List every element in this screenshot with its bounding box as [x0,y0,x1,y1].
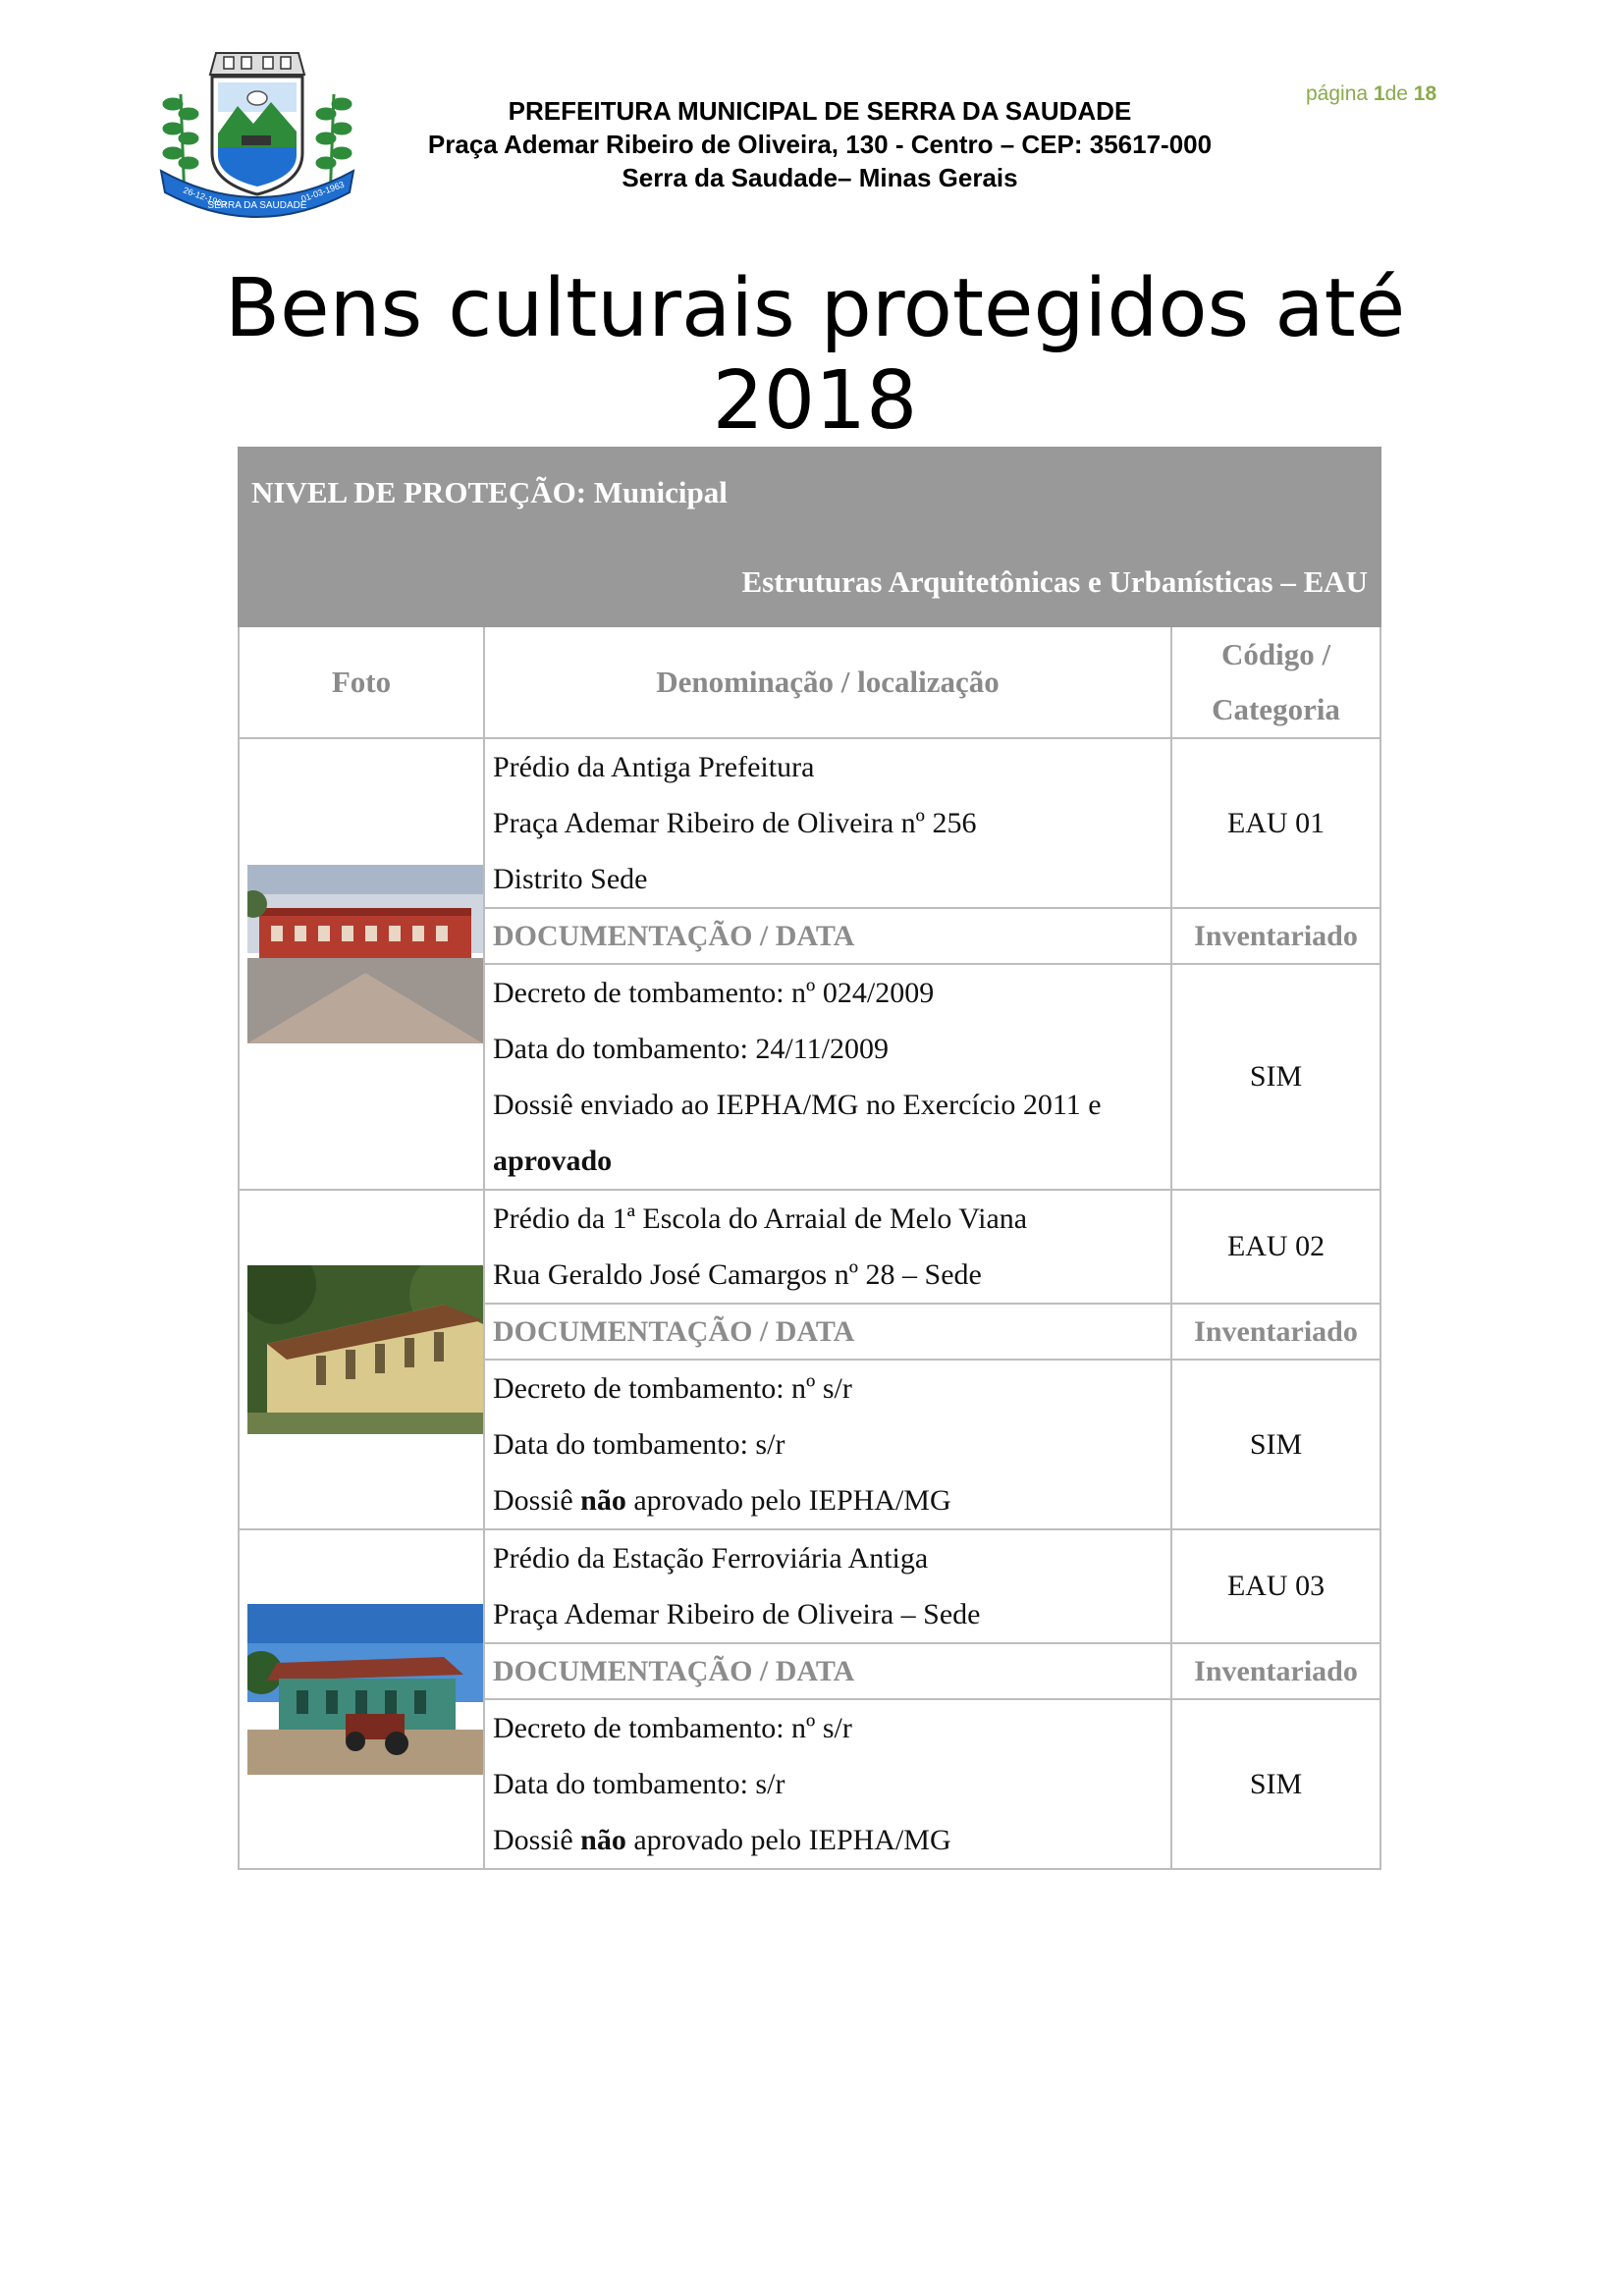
decree-text: Decreto de tombamento: nº 024/2009 [493,977,935,1009]
item-description [484,738,1171,908]
crest-ribbon-right: 01-03-1963 [299,179,346,204]
photo-first-school [247,1265,483,1434]
band-row-level [239,448,1380,537]
documentation-label: DOCUMENTAÇÃO / DATA [484,1304,1171,1360]
protected-flag: SIM [1171,1699,1380,1869]
item-address: Praça Ademar Ribeiro de Oliveira nº 256 [493,807,977,839]
decree-date: Data do tombamento: s/r [493,1768,785,1800]
decree-date: Data do tombamento: 24/11/2009 [493,1033,889,1065]
item-code: EAU 02 [1171,1190,1380,1304]
dossier-line [493,1472,1163,1528]
table-row [239,738,1380,908]
pager-total: 18 [1413,82,1437,105]
item-status: Inventariado [1171,908,1380,964]
item-status: Inventariado [1171,1304,1380,1360]
documentation-label: DOCUMENTAÇÃO / DATA [484,908,1171,964]
item-address: Praça Ademar Ribeiro de Oliveira – Sede [493,1598,981,1630]
photo-cell [239,1529,484,1869]
page-title: Bens culturais protegidos até 2018 [224,262,1406,448]
protected-flag: SIM [1171,1360,1380,1529]
item-description [484,1529,1171,1643]
pager-prefix: página [1306,82,1369,105]
pager-current: 1 [1373,82,1385,105]
item-name: Prédio da Antiga Prefeitura [493,751,815,783]
dossier-rest: aprovado pelo IEPHA/MG [633,1484,951,1517]
dossier-rest: aprovado pelo IEPHA/MG [633,1824,951,1856]
org-name: PREFEITURA MUNICIPAL DE SERRA DA SAUDADE [508,96,1132,126]
page-counter [1306,82,1436,106]
item-documentation [484,1699,1171,1869]
item-documentation [484,964,1171,1190]
crest-ribbon-left: 26-12-1962 [182,185,229,210]
col-header-code-line2: Categoria [1212,692,1340,726]
letterhead [363,94,1276,194]
protection-level: NIVEL DE PROTEÇÃO: Municipal [239,448,1380,537]
heritage-table [238,447,1381,1870]
org-address: Praça Ademar Ribeiro de Oliveira, 130 - Centro – CEP: 35617-000 [427,130,1213,159]
photo-cell [239,1190,484,1529]
table-row [239,1190,1380,1304]
crest-ribbon-center: SERRA DA SAUDADE [207,200,307,211]
item-status: Inventariado [1171,1643,1380,1699]
dossier-text: Dossiê [493,1824,573,1856]
documentation-label: DOCUMENTAÇÃO / DATA [484,1643,1171,1699]
col-header-name: Denominação / localização [484,626,1171,738]
photo-cell [239,738,484,1190]
band-row-category [239,537,1380,626]
protected-flag: SIM [1171,964,1380,1190]
item-name: Prédio da Estação Ferroviária Antiga [493,1542,929,1575]
dossier-text: Dossiê [493,1484,573,1517]
dossier-line [493,1812,1163,1868]
photo-old-city-hall [247,865,483,1043]
decree-text: Decreto de tombamento: nº s/r [493,1372,852,1405]
column-header-row [239,626,1380,738]
dossier-not: não [580,1824,626,1856]
item-documentation [484,1360,1171,1529]
dossier-not: não [580,1484,626,1517]
item-code: EAU 01 [1171,738,1380,908]
decree-text: Decreto de tombamento: nº s/r [493,1712,852,1744]
item-name: Prédio da 1ª Escola do Arraial de Melo Viana [493,1202,1028,1235]
municipal-crest [155,45,359,220]
decree-date: Data do tombamento: s/r [493,1428,785,1461]
dossier-text: Dossiê enviado ao IEPHA/MG no Exercício 2011 e [493,1089,1102,1121]
org-city: Serra da Saudade– Minas Gerais [622,163,1018,192]
photo-railway-station [247,1604,483,1775]
col-header-code-line1: Código / [1220,637,1331,671]
item-district: Distrito Sede [493,863,648,895]
pager-separator: de [1384,82,1408,105]
item-address: Rua Geraldo José Camargos nº 28 – Sede [493,1258,982,1291]
item-description [484,1190,1171,1304]
col-header-code [1171,626,1380,738]
col-header-photo: Foto [239,626,484,738]
dossier-approved: aprovado [493,1145,613,1177]
table-row [239,1529,1380,1643]
item-code: EAU 03 [1171,1529,1380,1643]
category-label: Estruturas Arquitetônicas e Urbanísticas – EAU [239,537,1380,626]
